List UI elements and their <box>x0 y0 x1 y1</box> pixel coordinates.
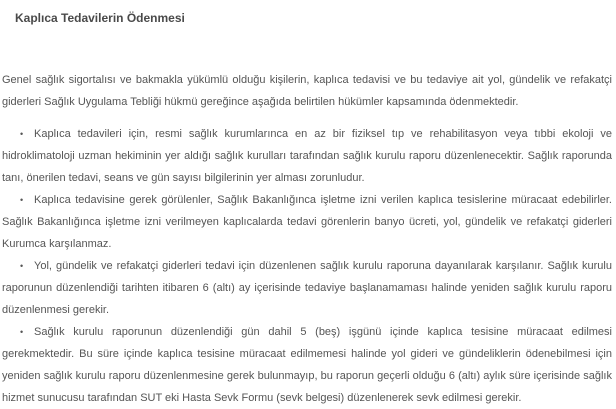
bullet-icon: • <box>20 261 24 271</box>
list-item <box>2 189 612 255</box>
bullet-icon: • <box>20 327 24 337</box>
list-item-text: Kaplıca tedavisine gerek görülenler, Sağlık Bakanlığınca işletme izni verilen kaplıca tesislerine müracaat edebilirler. Sağlık Bakanlığınca işletme izni verilmeyen kaplıcalarda tedavi görenlerin banyo ücreti, yol, gündelik ve refakatçi giderleri Kurumca karşılanmaz. <box>2 194 612 250</box>
list-item <box>2 123 612 189</box>
bullet-icon: • <box>20 195 24 205</box>
page-title: Kaplıca Tedavilerin Ödenmesi <box>15 11 185 25</box>
conditions-list <box>2 123 612 409</box>
list-item-text: Sağlık kurulu raporunun düzenlendiği gün dahil 5 (beş) işgünü içinde kaplıca tesisine müracaat edilmesi gerekmektedir. Bu süre içinde kaplıca tesisine müracaat edilmemesi halinde yol gideri ve gündeliklerin ödenebilmesi için yeniden sağlık kurulu raporu düzenlenmesine gerek bulunmayıp, bu raporun geçerli olduğu 6 (altı) aylık süre içerisinde sağlık hizmet sunucusu tarafından SUT eki Hasta Sevk Formu (sevk belgesi) düzenlenerek sevk edilmesi gerekir. <box>2 326 612 404</box>
bullet-icon: • <box>20 129 24 139</box>
list-item <box>2 321 612 409</box>
intro-paragraph: Genel sağlık sigortalısı ve bakmakla yükümlü olduğu kişilerin, kaplıca tedavisi ve bu tedaviye ait yol, gündelik ve refakatçi giderleri Sağlık Uygulama Tebliği hükmü gereğince aşağıda belirtilen hükümler kapsamında ödenmektedir. <box>2 74 612 108</box>
list-item-text: Yol, gündelik ve refakatçi giderleri tedavi için düzenlenen sağlık kurulu raporuna dayanılarak karşılanır. Sağlık kurulu raporunun düzenlendiği tarihten itibaren 6 (altı) ay içerisinde tedaviye başlanamaması halinde yeniden sağlık kurulu raporu düzenlenmesi gerekir. <box>2 260 612 316</box>
list-item <box>2 255 612 321</box>
list-item-text: Kaplıca tedavileri için, resmi sağlık kurumlarınca en az bir fiziksel tıp ve rehabilitasyon veya tıbbi ekoloji ve hidroklimatoloji uzman hekiminin yer aldığı sağlık kurulları tarafından sağlık kurulu raporu düzenlenecektir. Sağlık raporunda tanı, önerilen tedavi, seans ve gün sayısı bilgilerinin yer alması zorunludur. <box>2 128 612 184</box>
